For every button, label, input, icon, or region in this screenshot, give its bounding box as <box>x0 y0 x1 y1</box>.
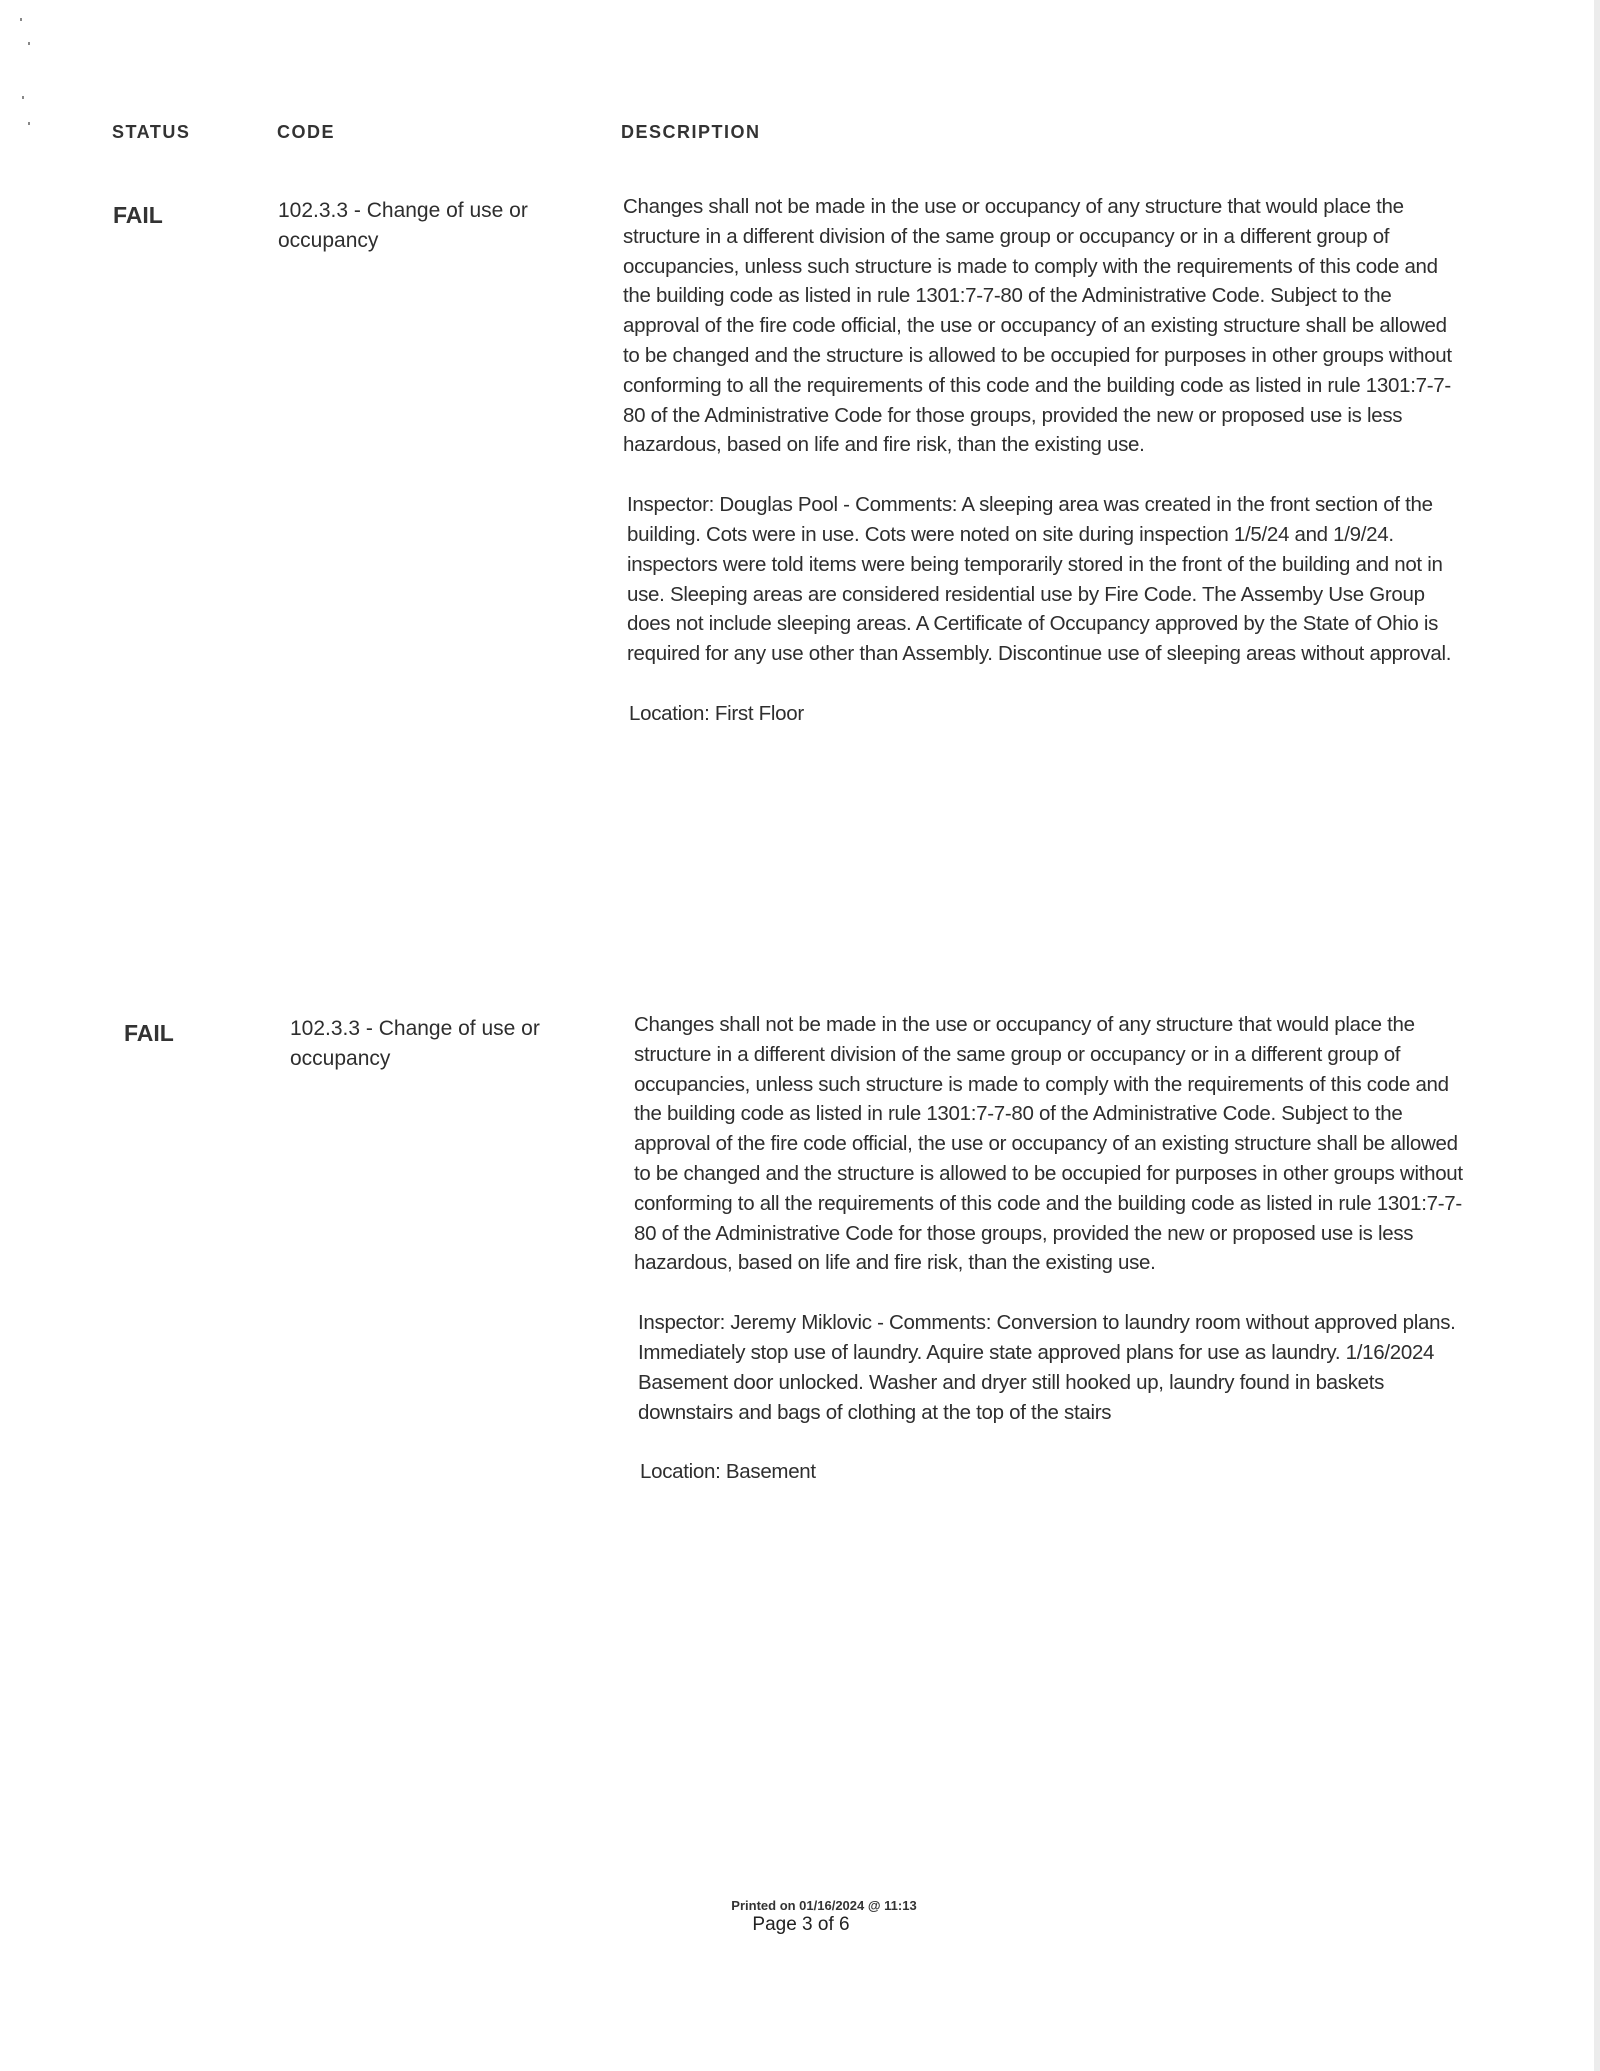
header-code: CODE <box>277 122 336 142</box>
violation-location: Location: Basement <box>640 1460 816 1484</box>
violation-location: Location: First Floor <box>629 701 804 725</box>
header-description: DESCRIPTION <box>621 122 761 142</box>
violation-status: FAIL <box>113 202 163 228</box>
inspector-comments: Inspector: Douglas Pool - Comments: A sleeping area was created in the front section of the building. Cots were in use. Cots were noted on site during inspection 1/5/24 and 1/9/24. inspectors were told items were being temporarily stored in the front of the building and not in use. Sleeping areas are considered residential use by Fire Code. The Assemby Use Group does not include sleeping areas. A Certificate of Occupancy approved by the State of Ohio is required for any use other than Assembly. Discontinue use of sleeping areas without approval. <box>627 493 1452 666</box>
violation-description: Changes shall not be made in the use or occupancy of any structure that would place the structure in a different division of the same group or occupancy or in a different group of occupancies, unless such structure is made to comply with the requirements of this code and the building code as listed in rule 1301:7-7-80 of the Administrative Code. Subject to the approval of the fire code official, the use or occupancy of an existing structure shall be allowed to be changed and the structure is allowed to be occupied for purposes in other groups without conforming to all the requirements of this code and the building code as listed in rule 1301:7-7-80 of the Administrative Code for those groups, provided the new or proposed use is less hazardous, based on life and fire risk, than the existing use. <box>634 1013 1463 1275</box>
page-number: Page 3 of 6 <box>752 1914 850 1935</box>
violation-description: Changes shall not be made in the use or occupancy of any structure that would place the structure in a different division of the same group or occupancy or in a different group of occupancies, unless such structure is made to comply with the requirements of this code and the building code as listed in rule 1301:7-7-80 of the Administrative Code. Subject to the approval of the fire code official, the use or occupancy of an existing structure shall be allowed to be changed and the structure is allowed to be occupied for purposes in other groups without conforming to all the requirements of this code and the building code as listed in rule 1301:7-7-80 of the Administrative Code for those groups, provided the new or proposed use is less hazardous, based on life and fire risk, than the existing use. <box>623 195 1452 457</box>
page-footer <box>0 1898 1600 1936</box>
violation-description-block <box>623 192 1453 729</box>
violation-code: 102.3.3 - Change of use or occupancy <box>290 1017 540 1070</box>
scan-edge <box>1594 0 1600 2071</box>
violation-description-block <box>634 1010 1464 1487</box>
violation-status: FAIL <box>124 1020 174 1046</box>
violation-code: 102.3.3 - Change of use or occupancy <box>278 199 528 252</box>
printed-timestamp: Printed on 01/16/2024 @ 11:13 <box>731 1898 917 1913</box>
inspector-comments: Inspector: Jeremy Miklovic - Comments: Conversion to laundry room without approved plans. Immediately stop use of laundry. Aquire state approved plans for use as laundry. 1/16/2024 Basement door unlocked. Washer and dryer still hooked up, laundry found in baskets downstairs and bags of clothing at the top of the stairs <box>638 1311 1456 1424</box>
scan-speck <box>20 18 22 21</box>
scan-speck <box>22 96 24 99</box>
header-status: STATUS <box>112 122 191 142</box>
scan-speck <box>28 122 30 125</box>
scan-speck <box>28 42 30 45</box>
